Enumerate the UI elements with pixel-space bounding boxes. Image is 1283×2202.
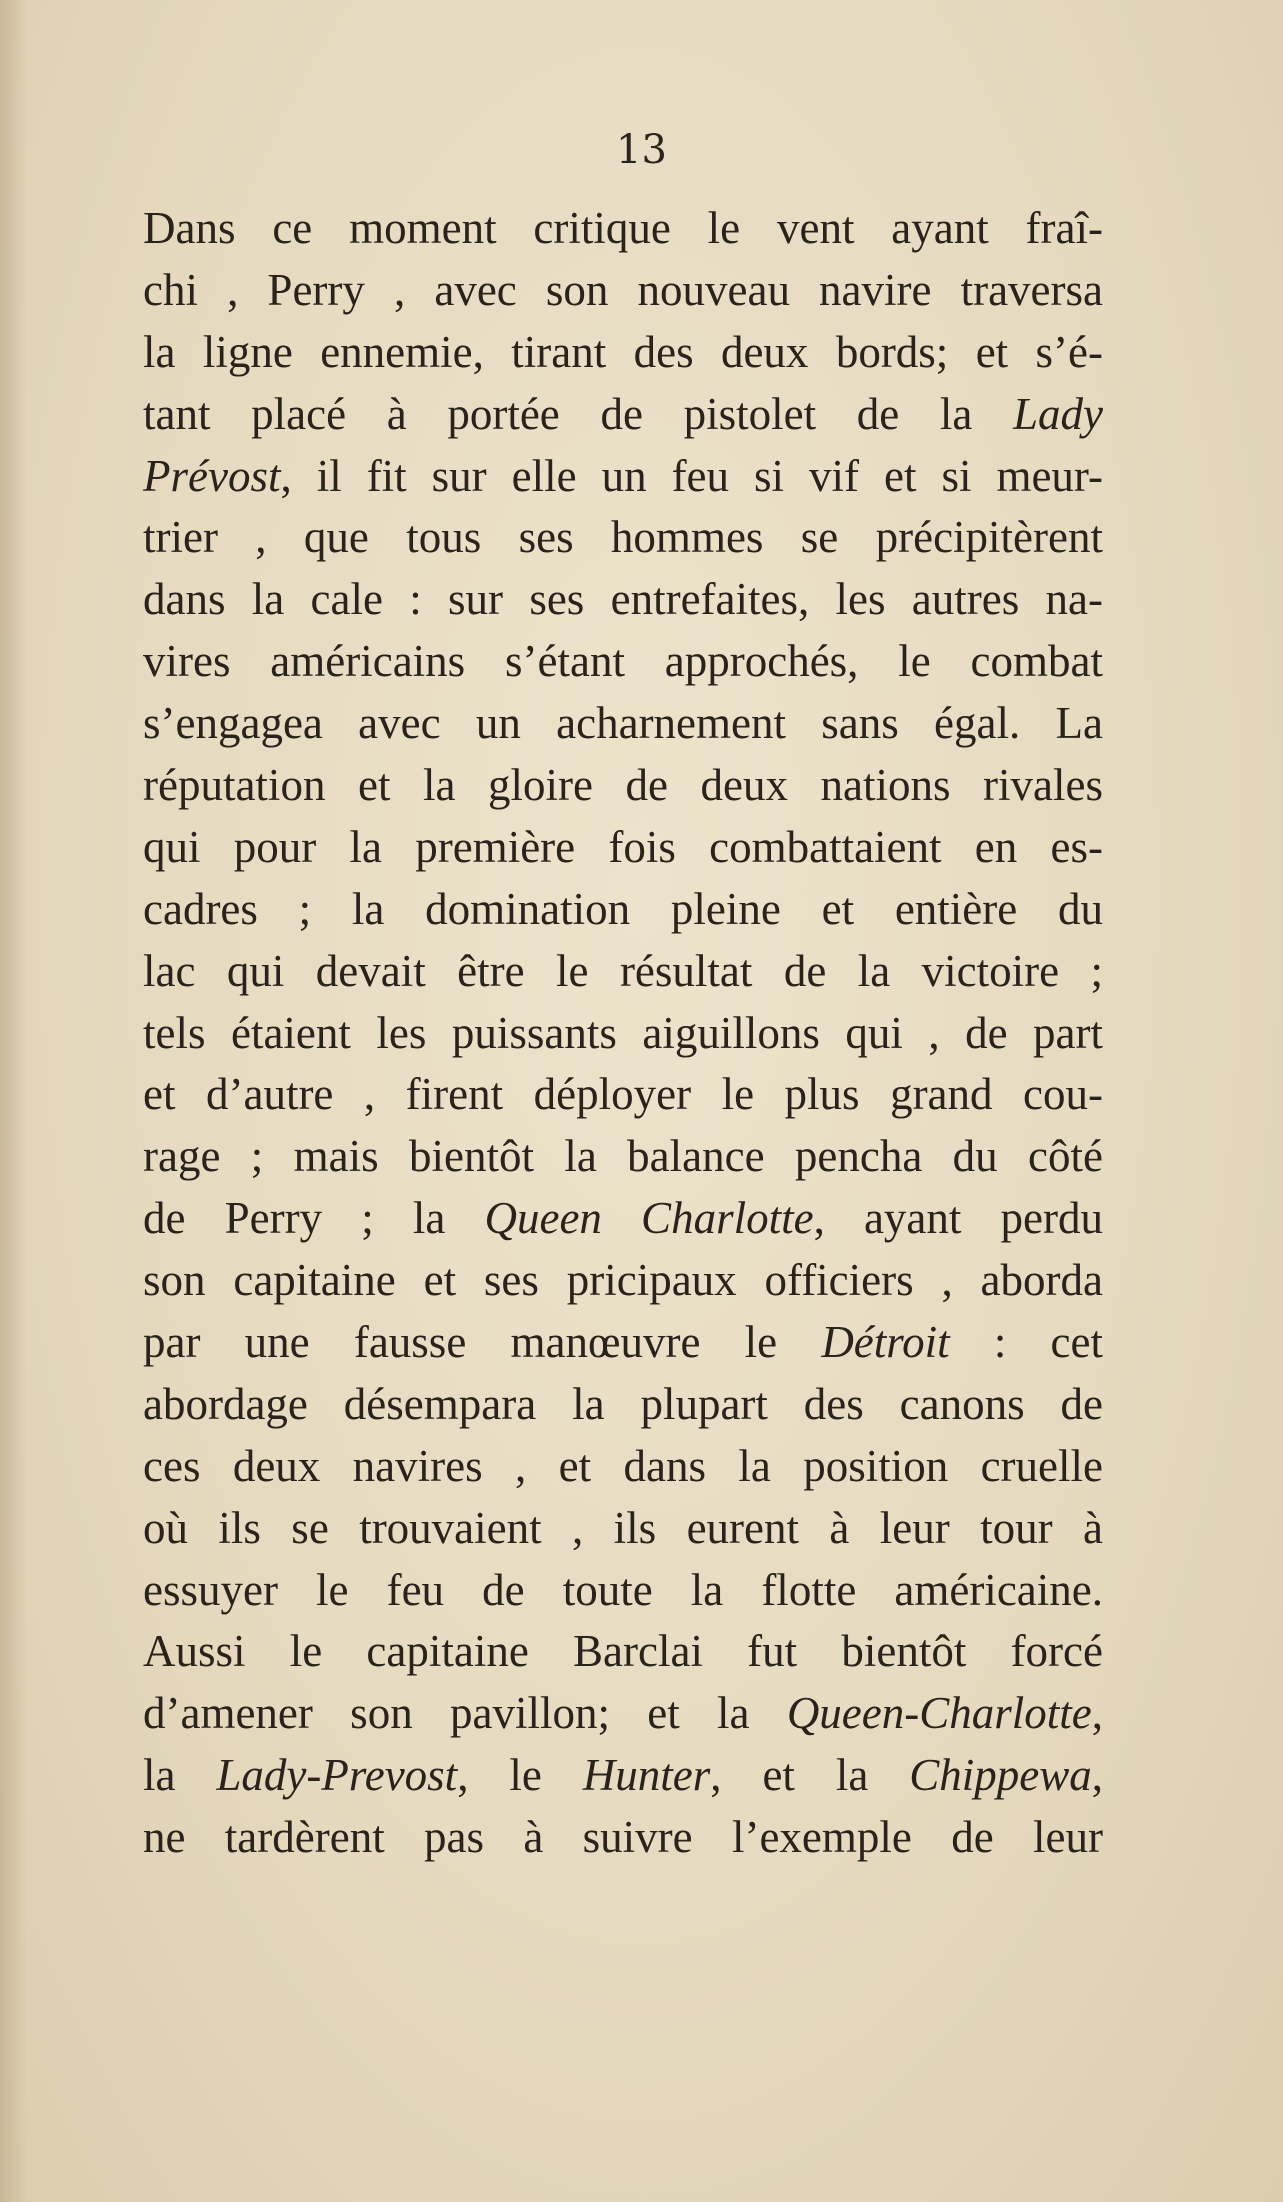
text-segment: Dans ce moment critique le vent ayant fraî- [143,203,1103,253]
text-segment: où ils se trouvaient , ils eurent à leur tour à [143,1502,1103,1553]
text-line [143,1250,1103,1312]
text-line [143,941,1103,1003]
text-segment: rage ; mais bientôt la balance pencha du côté [143,1131,1103,1182]
text-line [143,322,1103,384]
text-segment: tels étaient les puissants aiguillons qui , de part [143,1007,1103,1058]
text-segment: et d’autre , firent déployer le plus grand cou- [143,1069,1103,1120]
text-segment: ne tardèrent pas à suivre l’exemple de leur [143,1812,1103,1863]
text-line [143,817,1103,879]
text-segment: la [143,1750,217,1801]
text-segment: abordage désempara la plupart des canons de [143,1378,1103,1429]
text-segment: chi , Perry , avec son nouveau navire traversa [143,264,1103,315]
text-line [143,1560,1103,1622]
text-segment: qui pour la première fois combattaient en es- [143,821,1103,872]
gutter-shadow [0,0,28,2202]
text-segment: vires américains s’étant approchés, le combat [143,636,1103,687]
text-segment: d’amener son pavillon; et la [143,1688,787,1739]
text-line [143,1374,1103,1436]
text-segment: , et la [710,1750,910,1801]
text-line [143,1621,1103,1683]
text-line [143,1126,1103,1188]
italic-text: Queen-Charlotte [786,1688,1092,1739]
text-line [143,1498,1103,1560]
italic-text: Lady [1013,388,1103,439]
text-segment: son capitaine et ses pricipaux officiers , aborda [143,1255,1103,1306]
text-segment: cadres ; la domination pleine et entière du [143,883,1103,934]
text-segment: , [1091,1750,1103,1801]
text-segment: de Perry ; la [143,1193,485,1244]
text-line [143,260,1103,322]
text-segment: , ayant perdu [813,1193,1103,1244]
body-text [143,198,1103,1869]
text-segment: Aussi le capitaine Barclai fut bientôt forcé [143,1626,1103,1677]
text-segment: réputation et la gloire de deux nations rivales [143,760,1103,811]
text-line [143,1807,1103,1869]
text-segment: s’engagea avec un acharnement sans égal. La [143,698,1103,749]
italic-text: Queen Charlotte [484,1193,814,1244]
text-line [143,198,1103,260]
text-segment: , il fit sur elle un feu si vif et si meur- [280,450,1103,501]
text-segment: tant placé à portée de pistolet de la [143,388,1013,439]
text-line [143,1312,1103,1374]
page-number: 13 [616,127,667,173]
text-segment: trier , que tous ses hommes se précipitèrent [143,512,1103,563]
text-line [143,879,1103,941]
italic-text: Prévost [143,450,281,501]
text-segment: dans la cale : sur ses entrefaites, les autres na- [143,574,1103,625]
text-segment: la ligne ennemie, tirant des deux bords; et s’é- [143,326,1103,377]
text-line [143,569,1103,631]
text-segment: , le [457,1750,583,1801]
text-line [143,1436,1103,1498]
text-line [143,755,1103,817]
italic-text: Lady-Prevost [216,1750,458,1801]
text-line [143,384,1103,446]
text-segment: essuyer le feu de toute la flotte américaine. [143,1564,1103,1615]
text-line [143,1745,1103,1807]
text-segment: : cet [949,1317,1103,1368]
italic-text: Chippewa [909,1750,1092,1801]
text-line [143,1003,1103,1065]
text-segment: lac qui devait être le résultat de la victoire ; [143,945,1103,996]
text-line [143,1188,1103,1250]
text-line [143,1683,1103,1745]
text-segment: , [1091,1688,1103,1739]
text-line [143,693,1103,755]
text-line [143,507,1103,569]
italic-text: Hunter [582,1750,711,1801]
italic-text: Détroit [821,1317,950,1368]
text-line [143,631,1103,693]
text-line [143,1064,1103,1126]
text-segment: ces deux navires , et dans la position cruelle [143,1440,1103,1491]
text-line [143,446,1103,508]
text-segment: par une fausse manœuvre le [143,1317,822,1368]
